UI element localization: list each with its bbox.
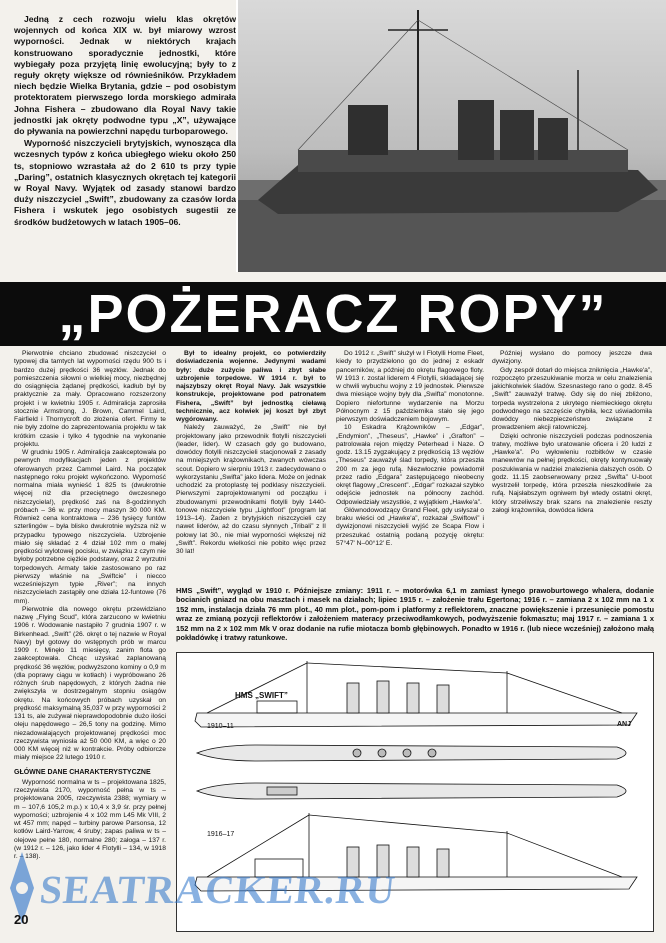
drawing-date-1916: 1916–17 <box>207 831 235 838</box>
watermark: SEATRACKER.RU <box>37 867 399 912</box>
intro-paragraph: Jedną z cech rozwoju wielu klas okrętów wojennych od końca XIX w. był miarowy wzrost wyporności. Jednak w niektórych krajach konstruowano sporadycznie jednostki, które wybiegały poza przyjętą linię ewolucyjną; były to z reguły okręty większe od równieśników. Przykładem niech będzie Wielka Brytania, gdzie – pod osobistym protektoratem pierwszego lorda morskiego admirała Johna Fishera – zbudowano dla Royal Navy takie jednostki jak okręty podwodne typu „X”, używające do pływania na powierzchni napędu turboparowego. <box>14 14 236 137</box>
body-paragraph: W grudniu 1905 r. Admiralicja zaakceptowała po pewnych modyfikacjach jeden z projektów oferowanych przez Cammel Laird. Na początek następnego roku projekt wykończono. Wyporność normalna miała wynieść 1 825 ts (dwukrotnie więcej niż dla przeciętnego ówczesnego niszczyciela!), prędkość zaś na 8-godzinnych próbach – 36 w. przy mocy maszyn 30 000 KM. Również cena kontraktowa – 236 tysięcy funtów szterlingów – była blisko dwukrotnie wyższa niż w przypadku typowego niszczyciela. Uzbrojenie miało się składać z 4 dział 102 mm o małej prędkości wylotowej pocisku, w związku z czym nie byłoby potrzebne ciężkie podstawy, oraz 2 wyrzutni torpedowych. Armaty takie zastosowano po raz pierwszy właśnie na „Swiftcie” i niecco wcześniejszym typie „River”; na innych niszczycielach zastąpiły one działa 12-funtowe (76 mm). <box>14 449 166 605</box>
body-paragraph: Później wysłano do pomocy jeszcze dwa dywizjony. <box>492 350 652 366</box>
body-paragraph: Był to idealny projekt, co potwierdziły doświadczenia wojenne. Jedynymi wadami były: duże zużycie paliwa i zbyt słabe uzbrojenie torpedowe. W 1914 r. był to najszybszy okręt Royal Navy. Jak wszystkie konstrukcje, projektowane pod patronatem Fishera, „Swift” był jednostką cieławą technicznie, acz kolwiek jej koszt był zbyt wygórowany. <box>176 350 326 423</box>
later-changes-caption: HMS „Swift”, wygląd w 1910 r. Późniejsze zmiany: 1911 r. – motorówka 6,1 m zamiast łynego prawoburtowego whalera, dodanie bocianich gniazd na obu masztach i masek na działach; lipiec 1915 r. – założenie trału Egertona; 1916 r. – zamiana 2 x 102 mm na 1 x 152 mm, instalacja działa 76 mm plot., 40 mm plot., pom-pom i platformy z reflektorem, znaczne powiększenie i przesunięcie pomostu wraz ze zmianą pozycji reflektorów i założeniem materacy przeciwodłamkowych, podwyższenie fokmasztu; maj 1917 r. – zamiana 1 x 152 mm na 2 x 102 mm Mk V oraz dodanie na rufie miotacza bomb głębinowych. Ponadto w 1916 r. (lub niece wcześniej) założono małą pokładówkę i tratwy ratunkowe. <box>176 586 654 643</box>
intro-text <box>14 14 236 229</box>
article-title: „POŻERACZ ROPY” <box>58 284 608 344</box>
body-paragraph: Należy zauważyć, że „Swift” nie był projektowany jako przewodnik flotylli niszczycieli (leader, lider). W czasach gdy go budowano, dowódcy flotylli niszczycieli stacjonowali z zasady na mniejszych krążownikach, zwanych wówczas scout. Dopiero w sierpniu 1913 r. zadecydowano o wykorzystaniu „Swifta” jako lidera. Może on jednak uchodzić za protoplastę tej podklasy niszczycieli. Pierwszymi zaprojektowanymi od początku i zbudowanymi przewodnikami flotylli były 1440-tonowe niszczyciele typu „Lightfoot” (program lat 1913–14). Żaden z brytyjskich niszczycieli czy nawet liderów, aż do czasu słynnych „Tribali” z II połowy lat 30., nie miał wyporności większej niż „Swift”. Rekordu wielkości nie pobito więc przez 30 lat! <box>176 424 326 555</box>
body-paragraph: Pierwotnie chciano zbudować niszczyciel o typowej dla tamtych lat wyporności rzędu 900 ts i bardzo dużej prędkości 36 węzłów. Jednak do pomieszczenia siłowni o wielkiej mocy, niezbędnej do osiągnięcia żądanej prędkości, kadłub był by praktycznie za mały. Opracowano rozszerzony projekt i w kwietniu 1905 r. Admiralicja zaprosiła stocznie Armstrong, J. Brown, Cammel Laird, Fairfield i Thornycroft do złożenia ofert. Firmy te nie były zdolne do zaprezentowania projektu w tak krótkim czasie i tylko 4 tygodnie na wykonanie projektu. <box>14 350 166 448</box>
title-banner <box>0 282 666 346</box>
body-paragraph: Do 1912 r. „Swift” służył w I Flotylli Home Fleet, kiedy to przydzielono go do jednej z eskadr pancerników, a później do okrętu flagowego floty. W 1913 r. został liderem 4 Flotylli, składającej się w chwili wybuchu wojny z 19 jednostek. Pierwsze dwa miesiące wojny były dla „Swifta” monotonne. Dopiero niefortunne wydarzenie na Morzu Północnym z 15 października stało się jego pierwszym doświadczeniem bojowym. <box>336 350 484 423</box>
body-paragraph: Pierwotnie dla nowego okrętu przewidziano nazwę „Flying Scud”, która zarzucono w kwietniu 1906 r. Wodowanie nastąpiło 7 grudnia 1907 r. w Birkenhead. „Swift” (26. okręt o tej nazwie w Royal Navy) był gotowy do wstępnych prób w marcu 1909 r. Minęło 11 miesięcy, zanim flota go zaakceptowała. Chcąc uzyskać zaplanowaną prędkość 36 węzłów, podwyższono kominy o 0,9 m (dla poprawy ciągu w kotłach) i wypróbowano 26 różnych śrub napędowych, z których żadna nie zwiększyła w dostrzegalnym stopniu osiągów okrętu. Na końcowych próbach uzyskał on prędkość maksymalną 35,037 w przy wyporności 2 131 ts, ale zużywał nieprawdopodobnie dużo ilości oleju napędowego – 26,5 tony na godzinę. Mimo niezadowalających projektowanej prędkości moc rzeczywista wyniosła aż 50 000 KM, a więc o 20 000 KM więcej niż w kontrakcie. Próby odbiorcze miały miejsce 22 lutego 1910 r. <box>14 605 166 762</box>
body-paragraph: Gdy zespół dotarł do miejsca zniknięcia „Hawke'a”, rozpoczęto przeszukiwanie morza w celu znalezienia jakichkolwiek śladów. Szesnastego rano o godz. 8.45 „Swift” zauważył tratwę. Gdy się do niej zbliżono, torpeda wystrzelona z ukrytego niemieckiego okrętu podwodnego na szczęście chybiła, lecz uświadomiła dowódcy niebezpieczeństwo związane z prowadzeniem akcji ratowniczej. <box>492 366 652 432</box>
body-paragraph: Głównodowodzący Grand Fleet, gdy usłyszał o braku wieści od „Hawke'a”, rozkazał „Swiftowi” i dywizjonowi niszczycieli wyjść ze Scapa Flow i przeszukać ostatnią podaną pozycję okrętu: 57°47' N–00°12' E. <box>336 506 484 547</box>
specs-text: Wyporność normalna w ts – projektowana 1825, rzeczywista 2170, wyporność pełna w ts – projektowana 2005, rzeczywista 2388; wymiary w m – 107,6 105,2 m.p.) x 10,4 x 3,9 śr. przy pełnej wyporności; uzbrojenie 4 x 102 mm L45 Mk VIII, 2 wt 457 mm; napęd – turbiny parowe Parsonsa, 12 kotłów Laird-Yarrow, 4 śruby; zapas paliwa w ts – olejowe pełne 180, normalne 280; załoga – 137 r. (w 1912 r. – 126, jako lider 4 Flotylli – 134, w 1918 r. – 138). <box>14 778 166 860</box>
text-column-1 <box>14 350 166 861</box>
specs-heading: GŁÓWNE DANE CHARAKTERYSTYCZNE <box>14 768 151 776</box>
text-column-2 <box>176 350 326 556</box>
intro-paragraph: Wyporność niszczycieli brytyjskich, wynosząca dla wczesnych typów z końca ubiegłego wieku około 250 ts, stopniowo wzrastała aż do 2 610 ts przy typie „Daring”, ostatnich klasycznych okrętach tej kategorii w Royal Navy. Wyjątek od zasady stanowi bardzo duży niszczyciel „Swift”, zbudowany za czasów lorda Fishera i wskutek jego osobistych sugestii ze środków budżetowych w latach 1905–06. <box>14 138 236 227</box>
plan-view-2 <box>197 783 626 799</box>
body-paragraph: 10 Eskadra Krążowników – „Edgar”, „Endymion”, „Theseus”, „Hawke” i „Grafton” – patrolowała rejon między Peterhead i Naze. O godz. 13.15 zygzakujący z prędkością 13 węzłów „Theseus” zauważył ślad torpedy, która przeszła 200 m za jego rufą. Niezwłocznie powiadomił przez radio „Edgara” zastępującego nieobecny okręt flagowy „Crescent”. „Edgar” rozkazał szybko odejście jednostek na północny zachód. Odpowiedziały wszystkie, z wyjątkiem „Hawke'a”. <box>336 424 484 506</box>
ship-photo <box>236 0 666 272</box>
drawing-date-1910: 1910–11 <box>207 723 234 730</box>
plan-view-1 <box>197 745 626 761</box>
page-number: 20 <box>14 912 29 927</box>
text-column-4 <box>492 350 652 515</box>
destroyer-photo-illustration <box>238 0 666 272</box>
text-column-3 <box>336 350 484 548</box>
drawing-ship-name: HMS „SWIFT” <box>235 691 288 700</box>
body-paragraph: Dzięki ochronie niszczycieli podczas podnoszenia tratwy, możliwe było uratowanie oficera i 20 ludzi z „Hawke'a”. Po wyłowieniu rozbitków w czasie manewrów na pełnej prędkości, okręty kontynuowały poszukiwania w nadziei znalezienia dalszych osób. O godz. 11.15 zaobserwowany przez „Swifta” U-boot wystrzelił torpedę, która przeszła nieszkodliwie za rufą. Najsłabszym ogniwem był wtedy ostatni okręt, który strzeliwszy brak szans na znalezienie reszty załogi krążownika, dowódca lidera <box>492 432 652 514</box>
artist-initials: ANJ <box>617 721 632 728</box>
